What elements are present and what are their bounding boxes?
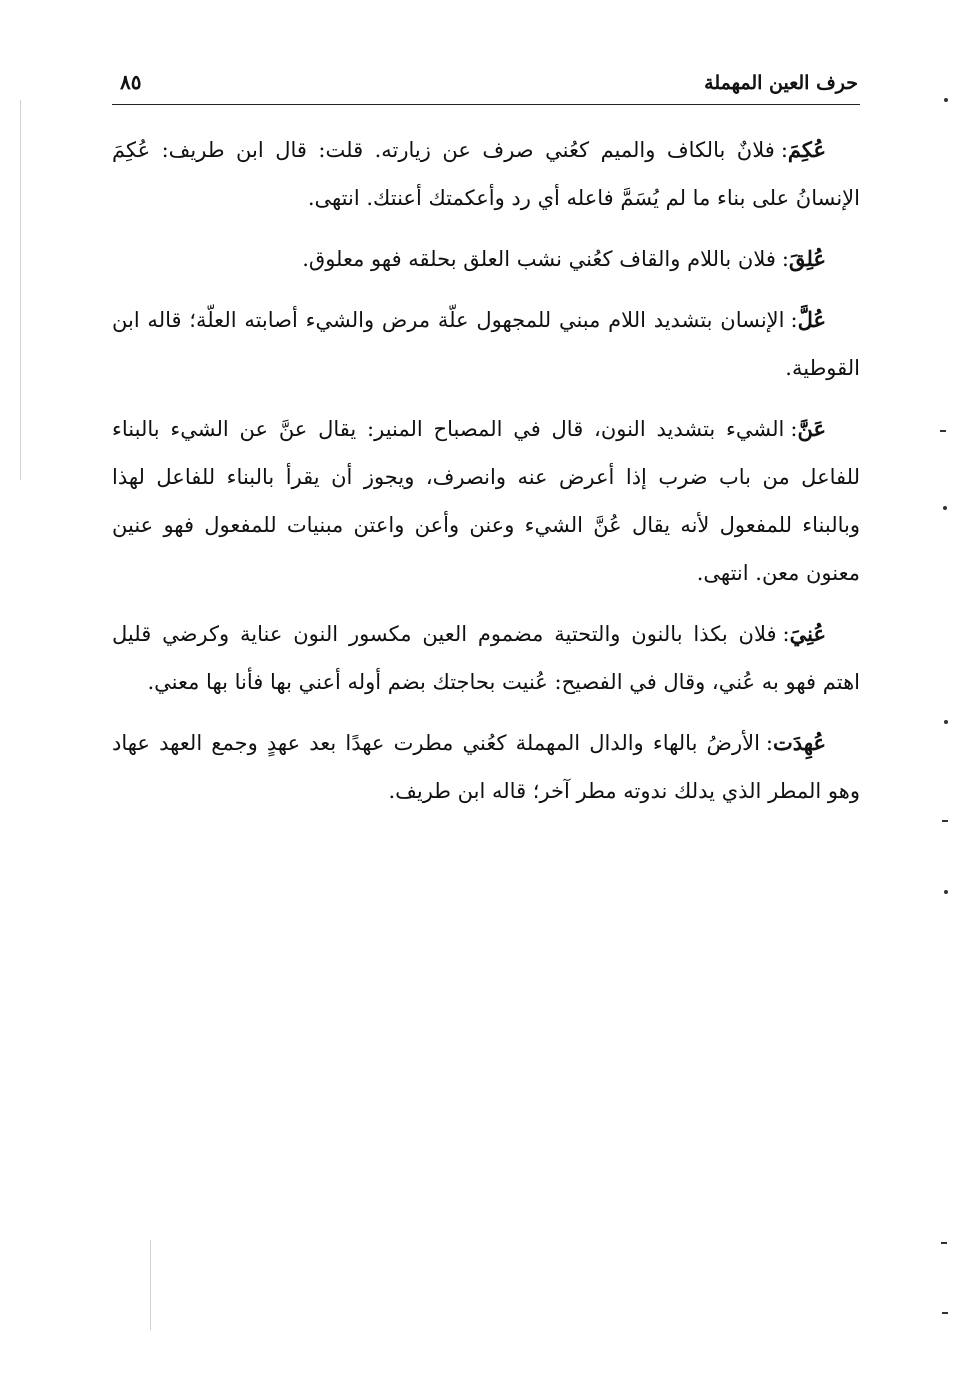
entry [112, 235, 860, 283]
scan-speck [944, 720, 948, 724]
scan-line [20, 100, 21, 480]
scan-speck [940, 430, 946, 432]
entry-text: فلان باللام والقاف كعُني نشب العلق بحلقه فهو معلوق. [302, 247, 776, 271]
entry-headword: عُنِيَ [789, 621, 826, 646]
entry [112, 405, 860, 597]
entry-separator: : [781, 247, 789, 271]
scan-speck [943, 506, 947, 510]
dictionary-entries [112, 126, 860, 828]
entry-separator: : [780, 138, 788, 162]
scan-speck [942, 1312, 948, 1314]
entry-separator: : [790, 417, 798, 441]
entry [112, 610, 860, 706]
entry-headword: عُكِمَ [787, 137, 826, 162]
scan-speck [944, 890, 948, 894]
scan-speck [941, 1242, 947, 1244]
entry-text: فلانٌ بالكاف والميم كعُني صرف عن زيارته. قلت: قال ابن طريف: عُكِمَ الإنسانُ على بناء ما لم يُسَمَّ فاعله أي رد وأعكمتك أعنتك. انتهى. [112, 138, 860, 210]
entry-text: فلان بكذا بالنون والتحتية مضموم العين مكسور النون عناية وكرضي قليل اهتم فهو به عُني، وقال في الفصيح: عُنيت بحاجتك بضم أوله أعني بها فأنا بها معني. [112, 622, 860, 694]
scan-line [150, 1240, 151, 1330]
entry-separator: : [765, 731, 773, 755]
entry-text: الشيء بتشديد النون، قال في المصباح المنير: يقال عنَّ عن الشيء بالبناء للفاعل من باب ضرب إذا أعرض عنه وانصرف، ويجوز أن يقرأ بالبناء للفاعل لهذا وبالبناء للمفعول لأنه يقال عُنَّ الشيء وعنن وأعن واعتن مبنيات للمفعول فهو عنين معنون معن. انتهى. [112, 417, 860, 585]
entry-headword: عُهِدَت [772, 730, 826, 755]
entry-separator: : [782, 622, 790, 646]
entry-text: الأرضُ بالهاء والدال المهملة كعُني مطرت عهدًا بعد عهدٍ وجمع العهد عهاد وهو المطر الذي يدلك ندوته مطر آخر؛ قاله ابن طريف. [112, 731, 860, 803]
scan-speck [942, 820, 948, 822]
entry [112, 126, 860, 222]
page-header [112, 64, 860, 105]
entry-headword: عَنَّ [797, 416, 826, 441]
entry [112, 719, 860, 815]
page-number: ٨٥ [120, 70, 142, 94]
running-head: حرف العين المهملة [704, 72, 858, 94]
entry-separator: : [790, 308, 798, 332]
scan-speck [944, 98, 948, 102]
entry [112, 296, 860, 392]
entry-headword: عُلِقَ [789, 246, 826, 271]
entry-text: الإنسان بتشديد اللام مبني للمجهول علّة مرض والشيء أصابته العلّة؛ قاله ابن القوطية. [112, 308, 860, 380]
entry-headword: عُلَّ [797, 307, 826, 332]
